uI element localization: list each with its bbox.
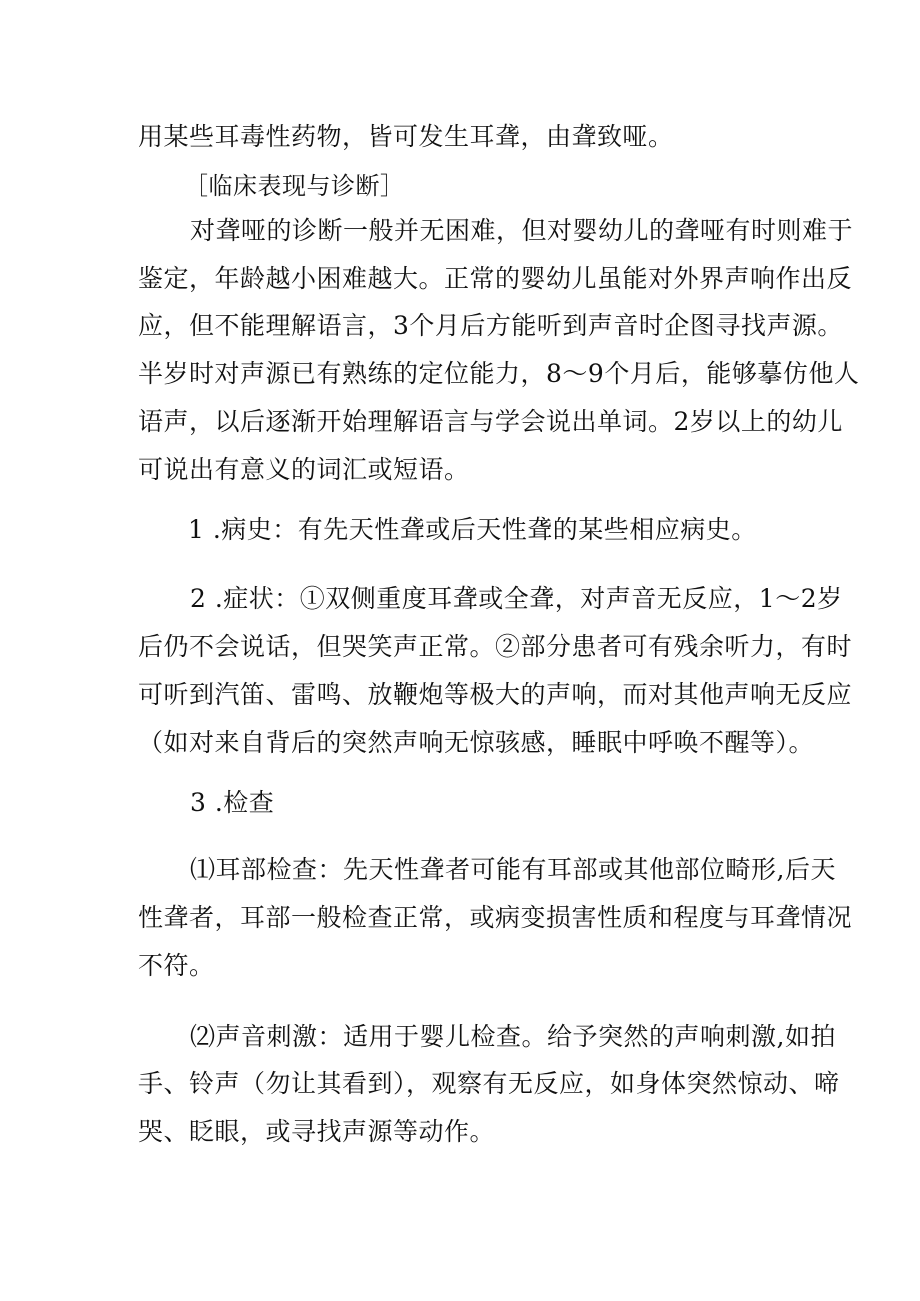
text-line: （如对来自背后的突然声响无惊骇感，睡眠中呼唤不醒等）。 — [138, 728, 815, 757]
text-line: 后仍不会说话，但哭笑声正常。②部分患者可有残余听力，有时 — [138, 632, 853, 661]
text-line: 可说出有意义的词汇或短语。 — [138, 455, 470, 484]
text-line: 鉴定，年龄越小困难越大。正常的婴幼儿虽能对外界声响作出反 — [138, 264, 853, 293]
text-line: 不符。 — [138, 951, 215, 980]
text-line: 可听到汽笛、雷鸣、放鞭炮等极大的声响，而对其他声响无反应 — [138, 680, 853, 709]
text-line: 语声，以后逐渐开始理解语言与学会说出单词。2岁以上的幼儿 — [138, 407, 843, 436]
text-line: 哭、眨眼，或寻找声源等动作。 — [138, 1117, 496, 1146]
sub-item-sound-stimulus: ⑵声音刺激：适用于婴儿检查。给予突然的声响刺激,如拍 — [190, 1022, 836, 1051]
text-line: 性聋者，耳部一般检查正常，或病变损害性质和程度与耳聋情况 — [138, 903, 853, 932]
list-item-examination: 3 .检查 — [190, 788, 275, 817]
section-heading: ［临床表现与诊断］ — [184, 172, 405, 200]
text-line: 用某些耳毒性药物，皆可发生耳聋，由聋致哑。 — [138, 122, 674, 151]
list-item-symptoms: 2 .症状：①双侧重度耳聋或全聋，对声音无反应，1～2岁 — [190, 584, 843, 613]
text-line: 对聋哑的诊断一般并无困难，但对婴幼儿的聋哑有时则难于 — [190, 216, 854, 245]
list-item-history: 1 .病史：有先天性聋或后天性聋的某些相应病史。 — [188, 515, 757, 544]
text-line: 半岁时对声源已有熟练的定位能力，8～9个月后，能够摹仿他人 — [138, 359, 860, 388]
sub-item-ear-exam: ⑴耳部检查：先天性聋者可能有耳部或其他部位畸形,后天 — [190, 855, 836, 884]
text-line: 手、铃声（勿让其看到），观察有无反应，如身体突然惊动、啼 — [138, 1069, 840, 1098]
text-line: 应，但不能理解语言，3个月后方能听到声音时企图寻找声源。 — [138, 311, 843, 340]
